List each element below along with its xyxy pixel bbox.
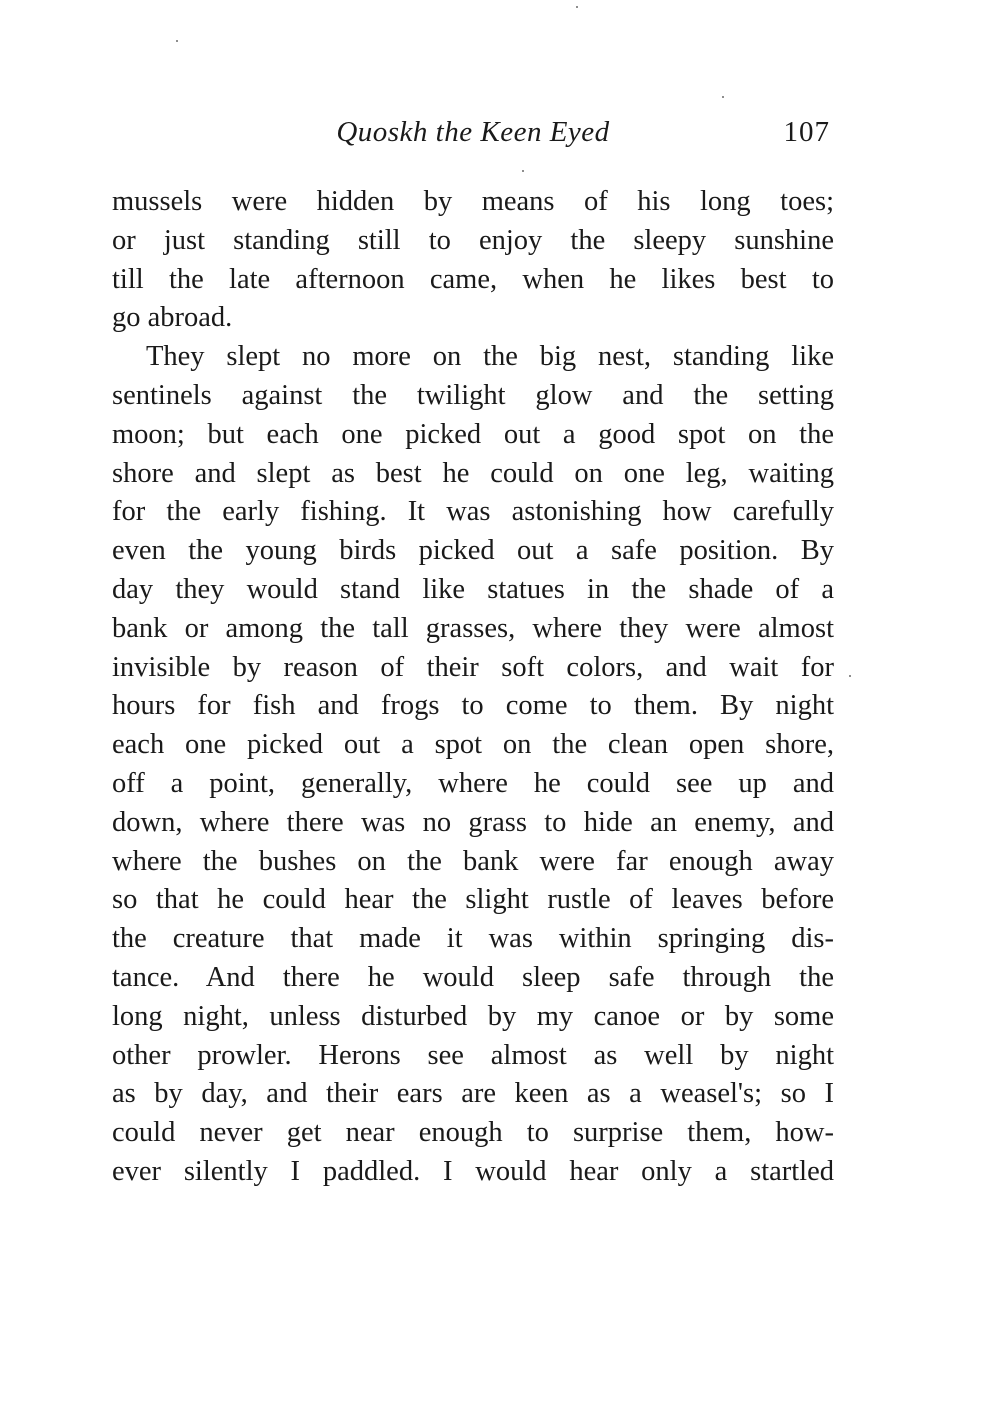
print-speck — [722, 96, 724, 98]
text-line: where the bushes on the bank were far enough away — [112, 845, 834, 877]
text-line: other prowler. Herons see almost as well by night — [112, 1039, 834, 1071]
text-line: each one picked out a spot on the clean open shore, — [112, 729, 834, 761]
text-line: tance. And there he would sleep safe through the — [112, 961, 834, 993]
text-line: hours for fish and frogs to come to them. By night — [112, 690, 834, 722]
text-line: even the young birds picked out a safe position. By — [112, 535, 834, 567]
text-line: for the early fishing. It was astonishing how carefully — [112, 496, 834, 528]
print-speck — [849, 675, 851, 677]
text-line: down, where there was no grass to hide an enemy, and — [112, 806, 834, 838]
text-line: till the late afternoon came, when he likes best to — [112, 263, 834, 295]
text-line: day they would stand like statues in the shade of a — [112, 573, 834, 605]
text-line: could never get near enough to surprise them, how- — [112, 1117, 834, 1149]
text-line: bank or among the tall grasses, where they were almost — [112, 612, 834, 644]
body-text — [112, 183, 834, 1192]
print-speck — [522, 170, 524, 172]
text-line: as by day, and their ears are keen as a weasel's; so I — [112, 1078, 834, 1110]
text-line: sentinels against the twilight glow and the setting — [112, 379, 834, 411]
print-speck — [176, 40, 178, 42]
text-line: They slept no more on the big nest, standing like — [146, 341, 834, 373]
text-line: shore and slept as best he could on one leg, waiting — [112, 457, 834, 489]
text-line: off a point, generally, where he could see up and — [112, 767, 834, 799]
running-head — [112, 114, 834, 154]
text-line: mussels were hidden by means of his long toes; — [112, 186, 834, 217]
text-line: ever silently I paddled. I would hear only a startled — [112, 1155, 834, 1187]
text-line: long night, unless disturbed by my canoe or by some — [112, 1000, 834, 1032]
page-number: 107 — [783, 116, 830, 148]
text-line: so that he could hear the slight rustle of leaves before — [112, 884, 834, 916]
text-line: moon; but each one picked out a good spot on the — [112, 418, 834, 450]
text-line: or just standing still to enjoy the sleepy sunshine — [112, 224, 834, 256]
text-line: the creature that made it was within springing dis- — [112, 923, 834, 955]
text-line: go abroad. — [112, 302, 233, 334]
running-title: Quoskh the Keen Eyed — [336, 116, 610, 148]
print-speck — [576, 6, 578, 8]
text-line: invisible by reason of their soft colors, and wait for — [112, 651, 834, 683]
